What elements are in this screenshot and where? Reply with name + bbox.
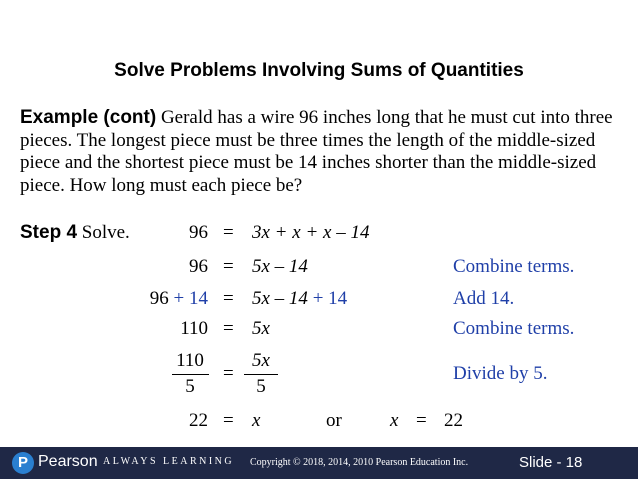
eq3-note: Add 14. bbox=[453, 288, 515, 309]
eq2-rhs: 5x – 14 bbox=[252, 256, 308, 277]
eq5-equals: = bbox=[223, 363, 234, 384]
eq2-lhs: 96 bbox=[189, 256, 208, 277]
eq6-rhs: x bbox=[252, 410, 261, 431]
tagline: ALWAYS LEARNING bbox=[103, 456, 235, 467]
eq3-lhs-b: 14 bbox=[189, 288, 208, 309]
eq4-equals: = bbox=[223, 318, 234, 339]
footer-bar bbox=[0, 447, 638, 479]
eq6-alt-lhs: x bbox=[390, 410, 399, 431]
brand-name: Pearson bbox=[38, 453, 98, 470]
eq4-lhs: 110 bbox=[180, 318, 208, 339]
solve-label: Solve. bbox=[81, 222, 130, 243]
eq3-rhs-op: + bbox=[312, 288, 324, 309]
eq5-rhs-numerator: 5x bbox=[252, 350, 270, 371]
eq6-lhs: 22 bbox=[189, 410, 208, 431]
eq3-lhs-op: + bbox=[173, 288, 185, 309]
eq3-rhs bbox=[252, 288, 347, 310]
eq4-rhs: 5x bbox=[252, 318, 270, 339]
eq3-rhs-a: 5x – 14 bbox=[252, 288, 308, 309]
eq1-lhs: 96 bbox=[189, 222, 208, 243]
step-number: Step 4 bbox=[20, 222, 78, 243]
eq5-lhs-denominator: 5 bbox=[185, 376, 195, 397]
example-paragraph bbox=[20, 107, 620, 197]
eq5-lhs-numerator: 110 bbox=[176, 350, 204, 371]
example-label: Example (cont) bbox=[20, 107, 157, 128]
eq1-rhs: 3x + x + x – 14 bbox=[252, 222, 370, 243]
eq3-lhs-a: 96 bbox=[149, 288, 169, 309]
slide-title: Solve Problems Involving Sums of Quantities bbox=[114, 60, 524, 81]
eq2-equals: = bbox=[223, 256, 234, 277]
eq2-note: Combine terms. bbox=[453, 256, 575, 277]
eq4-note: Combine terms. bbox=[453, 318, 575, 339]
eq6-alt-equals: = bbox=[416, 410, 427, 431]
eq5-rhs-denominator: 5 bbox=[256, 376, 266, 397]
eq6-equals: = bbox=[223, 410, 234, 431]
eq3-equals: = bbox=[223, 288, 234, 309]
slide-number: Slide - 18 bbox=[519, 454, 583, 471]
eq6-connector: or bbox=[326, 410, 342, 431]
eq1-equals: = bbox=[223, 222, 234, 243]
eq3-lhs bbox=[90, 288, 208, 310]
pearson-logo-icon: P bbox=[12, 452, 34, 474]
eq6-alt-rhs: 22 bbox=[444, 410, 463, 431]
step-label bbox=[20, 222, 130, 244]
copyright: Copyright © 2018, 2014, 2010 Pearson Education Inc. bbox=[250, 457, 469, 468]
eq3-rhs-b: 14 bbox=[328, 288, 348, 309]
example-text: Gerald has a wire 96 inches long that he must cut into three pieces. The longest piece must be three times the length of the middle-sized piece and the shortest piece must be 14 inches shorter than the middle-sized piece. How long must each piece be? bbox=[20, 107, 613, 196]
eq5-note: Divide by 5. bbox=[453, 363, 548, 384]
